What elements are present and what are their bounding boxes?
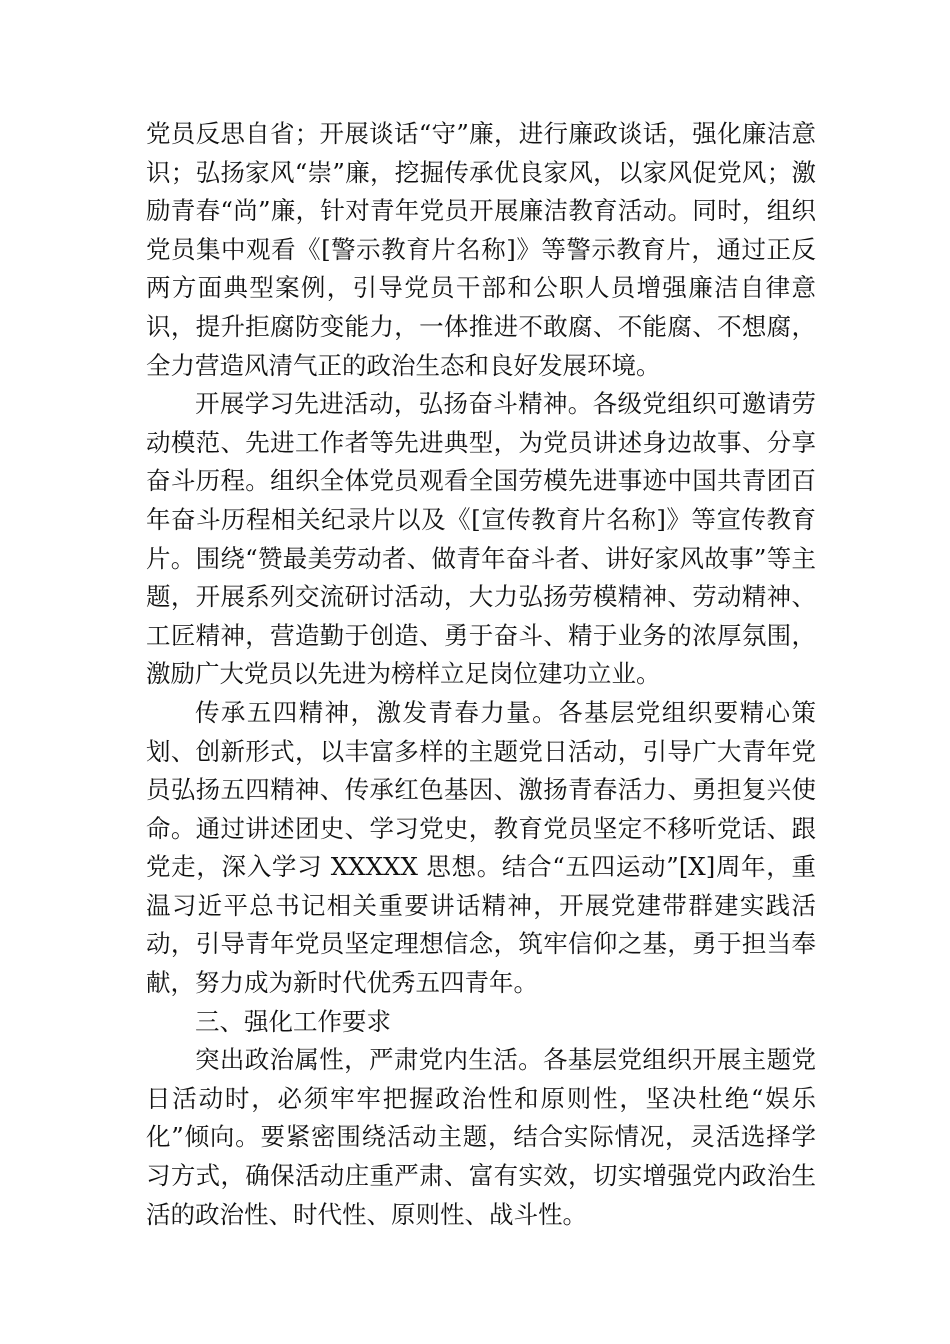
paragraph-political-attribute: 突出政治属性，严肃党内生活。各基层党组织开展主题党日活动时，必须牢牢把握政治性和原则性，坚决杜绝“娱乐化”倾向。要紧密围绕活动主题，结合实际情况，灵活选择学习方式，确保活动庄重严肃、富有实效，切实增强党内政治生活的政治性、时代性、原则性、战斗性。 — [146, 1045, 816, 1229]
paragraph-integrity-education: 党员反思自省；开展谈话“守”廉，进行廉政谈话，强化廉洁意识；弘扬家风“崇”廉，挖掘传承优良家风，以家风促党风；激励青春“尚”廉，针对青年党员开展廉洁教育活动。同时，组织党员集中观看《[警示教育片名称]》等警示教育片，通过正反两方面典型案例，引导党员干部和公职人员增强廉洁自律意识，提升拒腐防变能力，一体推进不敢腐、不能腐、不想腐，全力营造风清气正的政治生态和良好发展环境。 — [146, 119, 816, 380]
paragraph-learn-from-models: 开展学习先进活动，弘扬奋斗精神。各级党组织可邀请劳动模范、先进工作者等先进典型，为党员讲述身边故事、分享奋斗历程。组织全体党员观看全国劳模先进事迹中国共青团百年奋斗历程相关纪录片以及《[宣传教育片名称]》等宣传教育片。围绕“赞最美劳动者、做青年奋斗者、讲好家风故事”等主题，开展系列交流研讨活动，大力弘扬劳模精神、劳动精神、工匠精神，营造勤于创造、勇于奋斗、精于业务的浓厚氛围，激励广大党员以先进为榜样立足岗位建功立业。 — [146, 389, 816, 689]
paragraph-may-fourth-spirit: 传承五四精神，激发青春力量。各基层党组织要精心策划、创新形式，以丰富多样的主题党日活动，引导广大青年党员弘扬五四精神、传承红色基因、激扬青春活力、勇担复兴使命。通过讲述团史、学习党史，教育党员坚定不移听党话、跟党走，深入学习 XXXXX 思想。结合“五四运动”[X]周年，重温习近平总书记相关重要讲话精神，开展党建带群建实践活动，引导青年党员坚定理想信念，筑牢信仰之基，勇于担当奉献，努力成为新时代优秀五四青年。 — [146, 697, 816, 998]
section-heading-work-requirements: 三、强化工作要求 — [195, 1006, 391, 1036]
document-body — [146, 115, 816, 1234]
